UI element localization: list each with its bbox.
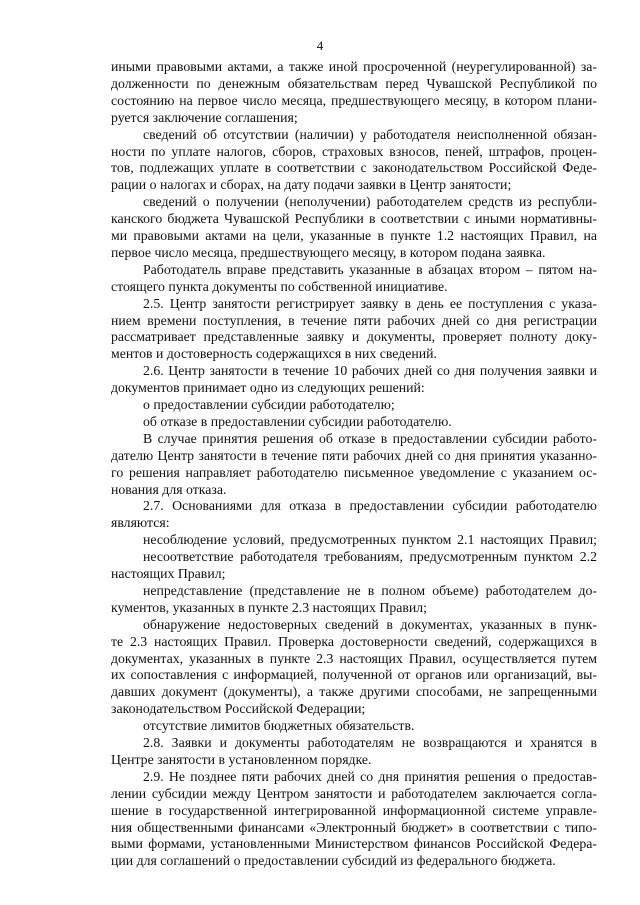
text-line: нием времени поступления, в течение пяти рабочих дней со дня регистрации: [111, 312, 597, 328]
text-line: давших документ (документы), а также другими способами, не запрещенными: [111, 684, 597, 700]
text-line: Центре занятости в установленном порядке.: [111, 751, 372, 767]
text-line: обнаружение недостоверных сведений в документах, указанных в пунк-: [143, 616, 597, 632]
text-line: кументов, указанных в пункте 2.3 настоящих Правил;: [111, 599, 427, 615]
text-line: руется заключение соглашения;: [111, 109, 298, 125]
text-line: ми правовыми актами на цели, указанные в пункте 1.2 настоящих Правил, на: [111, 228, 597, 243]
text-line: 2.5. Центр занятости регистрирует заявку в день ее поступления с указа-: [143, 295, 597, 311]
text-line: об отказе в предоставлении субсидии работодателю.: [143, 413, 452, 429]
text-line: Работодатель вправе представить указанные в абзацах втором – пятом на-: [143, 261, 597, 277]
text-line: несоблюдение условий, предусмотренных пунктом 2.1 настоящих Правил;: [143, 532, 597, 548]
text-line: 2.9. Не позднее пяти рабочих дней со дня принятия решения о предостав-: [143, 768, 597, 784]
text-line: го решения направляет работодателю письменное уведомление с указанием ос-: [111, 464, 597, 480]
text-line: рассматривает представленные заявку и документы, проверяет полноту доку-: [111, 329, 597, 345]
text-line: выми формами, установленными Министерством финансов Российской Федера-: [111, 836, 597, 852]
text-line: нования для отказа.: [111, 481, 227, 497]
text-line: тов, подлежащих уплате в соответствии с законодательством Российской Феде-: [111, 160, 597, 176]
text-line: лении субсидии между Центром занятости и работодателем заключается согла-: [111, 785, 597, 801]
text-line: первое число месяца, предшествующего месяцу, в котором подана заявка.: [111, 244, 546, 260]
text-line: их сопоставления с информацией, полученной от органов или организаций, вы-: [111, 667, 597, 683]
text-line: сведений о получении (неполучении) работодателем средств из республи-: [143, 194, 597, 210]
text-line: ментов и достоверность содержащихся в них сведений.: [111, 346, 437, 362]
text-line: отсутствие лимитов бюджетных обязательств.: [143, 718, 415, 734]
text-line: шение в государственной интегрированной информационной системе управле-: [111, 802, 597, 818]
text-line: долженности по денежным обязательствам перед Чувашской Республикой по: [111, 75, 597, 91]
text-line: 2.8. Заявки и документы работодателям не возвращаются и хранятся в: [143, 735, 597, 750]
text-line: 2.7. Основаниями для отказа в предоставлении субсидии работодателю: [143, 498, 597, 514]
page-number: 4: [316, 38, 324, 53]
text-line: В случае принятия решения об отказе в предоставлении субсидии работо-: [143, 430, 597, 446]
text-line: являются:: [111, 515, 170, 531]
text-line: канского бюджета Чувашской Республики в соответствии с иными нормативны-: [111, 211, 597, 227]
text-line: дателю Центр занятости в течение пяти рабочих дней со дня принятия указанно-: [111, 447, 597, 463]
text-line: ности по уплате налогов, сборов, страховых взносов, пеней, штрафов, процен-: [111, 143, 597, 159]
text-line: сведений об отсутствии (наличии) у работодателя неисполненной обязан-: [143, 126, 597, 142]
text-line: несоответствие работодателя требованиям, предусмотренным пунктом 2.2: [143, 549, 597, 565]
text-line: законодательством Российской Федерации;: [111, 701, 366, 717]
text-line: непредставление (представление не в полном объеме) работодателем до-: [143, 582, 597, 598]
text-line: иными правовыми актами, а также иной просроченной (неурегулированной) за-: [111, 59, 597, 74]
text-line: о предоставлении субсидии работодателю;: [143, 397, 395, 412]
text-line: стоящего пункта документы по собственной инициативе.: [111, 278, 448, 294]
text-line: рации о налогах и сборах, на дату подачи заявки в Центр занятости;: [111, 177, 512, 193]
text-line: 2.6. Центр занятости в течение 10 рабочих дней со дня получения заявки и: [143, 363, 597, 379]
text-line: ния общественными финансами «Электронный бюджет» в соответствии с типо-: [111, 819, 597, 835]
text-line: документах, указанных в пункте 2.3 настоящих Правил, осуществляется путем: [111, 650, 597, 666]
text-line: документов принимает одно из следующих решений:: [111, 380, 425, 396]
text-line: состоянию на первое число месяца, предшествующего месяцу, в котором плани-: [111, 92, 597, 108]
text-line: настоящих Правил;: [111, 566, 226, 581]
text-line: те 2.3 настоящих Правил. Проверка достоверности сведений, содержащихся в: [111, 633, 597, 649]
text-line: ции для соглашений о предоставлении субсидий из федерального бюджета.: [111, 853, 556, 869]
